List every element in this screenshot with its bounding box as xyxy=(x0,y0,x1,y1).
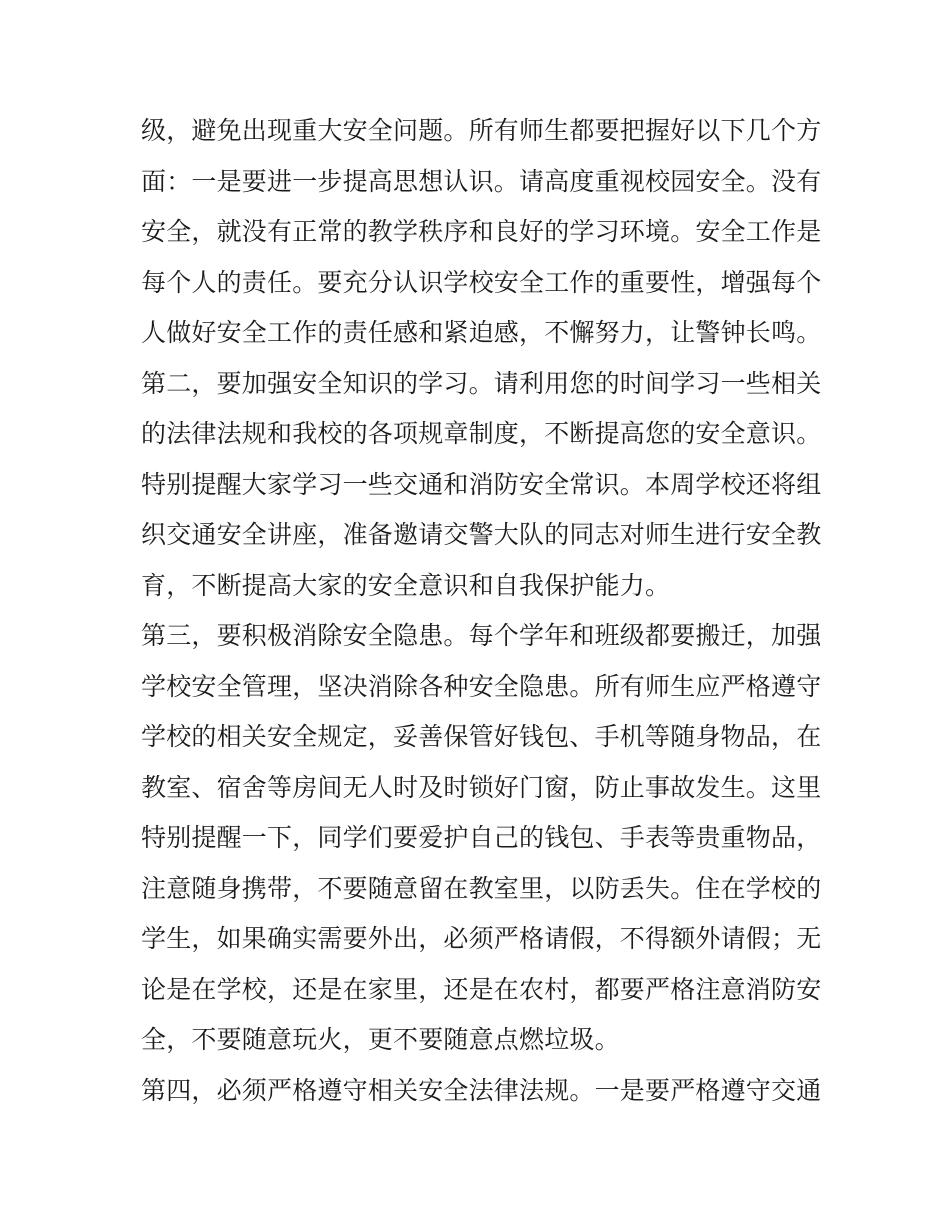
text-line: 人做好安全工作的责任感和紧迫感，不懈努力，让警钟长鸣。 xyxy=(141,318,821,347)
text-line: 论是在学校，还是在家里，还是在农村，都要严格注意消防安 xyxy=(141,974,821,1004)
text-line: 育，不断提高大家的安全意识和自我保护能力。 xyxy=(141,570,671,600)
text-line: 级，避免出现重大安全问题。所有师生都要把握好以下几个方 xyxy=(141,116,821,145)
text-line: 全，不要随意玩火，更不要随意点燃垃圾。 xyxy=(141,1025,620,1054)
text-line: 教室、宿舍等房间无人时及时锁好门窗，防止事故发生。这里 xyxy=(141,772,821,802)
text-line: 特别提醒大家学习一些交通和消防安全常识。本周学校还将组 xyxy=(141,469,821,499)
text-line: 每个人的责任。要充分认识学校安全工作的重要性，增强每个 xyxy=(141,267,821,297)
text-line: 第四，必须严格遵守相关安全法律法规。一是要严格遵守交通 xyxy=(141,1075,821,1105)
text-line: 安全，就没有正常的教学秩序和良好的学习环境。安全工作是 xyxy=(141,217,821,246)
text-line: 注意随身携带，不要随意留在教室里，以防丢失。住在学校的 xyxy=(141,873,821,903)
text-line: 学生，如果确实需要外出，必须严格请假，不得额外请假；无 xyxy=(141,924,821,953)
text-line: 第二，要加强安全知识的学习。请利用您的时间学习一些相关 xyxy=(141,368,821,398)
body-text xyxy=(141,106,821,1116)
text-line: 织交通安全讲座，准备邀请交警大队的同志对师生进行安全教 xyxy=(141,520,821,549)
text-line: 面：一是要进一步提高思想认识。请高度重视校园安全。没有 xyxy=(141,166,821,196)
text-line: 的法律法规和我校的各项规章制度，不断提高您的安全意识。 xyxy=(141,419,821,448)
text-line: 学校的相关安全规定，妥善保管好钱包、手机等随身物品，在 xyxy=(141,722,821,751)
text-line: 特别提醒一下，同学们要爱护自己的钱包、手表等贵重物品， xyxy=(141,823,821,852)
text-line: 第三，要积极消除安全隐患。每个学年和班级都要搬迁，加强 xyxy=(141,621,821,650)
text-line: 学校安全管理，坚决消除各种安全隐患。所有师生应严格遵守 xyxy=(141,671,821,701)
